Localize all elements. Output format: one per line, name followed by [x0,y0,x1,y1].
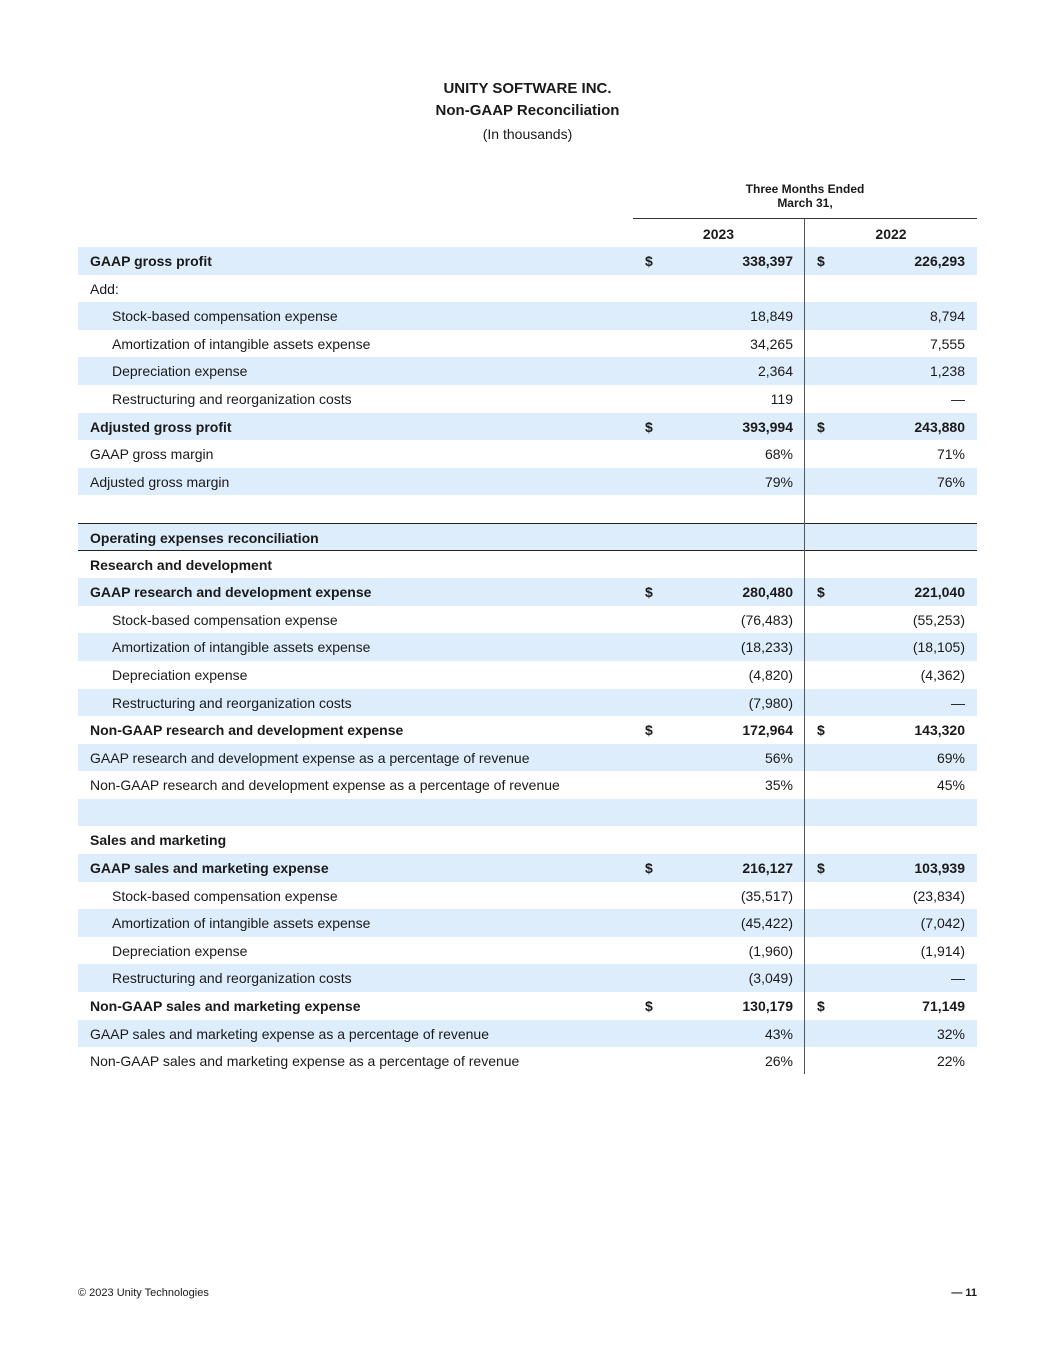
row-label: Adjusted gross profit [90,418,232,435]
table-row [78,385,977,413]
value-2022: — [951,390,965,407]
reconciliation-table [78,247,977,1075]
row-label: Restructuring and reorganization costs [112,694,352,711]
header-rule [633,218,977,219]
value-2023: 79% [764,473,793,490]
table-row [78,357,977,385]
table-row [78,330,977,358]
value-2022: 226,293 [914,253,965,269]
value-2022: (55,253) [912,611,965,628]
value-2023: (35,517) [740,887,793,904]
row-label: Restructuring and reorganization costs [112,970,352,987]
value-2022: 103,939 [914,860,965,877]
value-2023: 56% [764,749,793,766]
table-row [78,578,977,606]
value-2023: 172,964 [742,722,793,739]
value-2023: 393,994 [742,418,793,435]
table-row [78,551,977,579]
table-row [78,468,977,496]
table-row [78,1047,977,1075]
value-2022: — [951,970,965,987]
currency-2022: $ [817,860,825,877]
table-row [78,909,977,937]
currency-2022: $ [817,584,825,601]
currency-2023: $ [645,584,653,601]
row-label: Depreciation expense [112,363,248,380]
year-header-row [633,220,977,246]
value-2023: 2,364 [757,363,793,380]
currency-2023: $ [645,860,653,877]
row-label: Non-GAAP research and development expense as a percentage of revenue [90,777,560,794]
value-2022: 69% [936,749,965,766]
value-2022: (18,105) [912,639,965,656]
currency-2023: $ [645,722,653,739]
row-label: Non-GAAP sales and marketing expense [90,998,361,1015]
value-2023: 130,179 [742,998,793,1015]
row-label: Sales and marketing [90,832,227,849]
value-2022: 76% [936,473,965,490]
value-2023: 338,397 [742,253,793,269]
value-2022: (23,834) [912,887,965,904]
row-label: Restructuring and reorganization costs [112,390,352,407]
currency-2023: $ [645,418,653,435]
table-row [78,302,977,330]
row-label: Stock-based compensation expense [112,611,338,628]
currency-2022: $ [817,418,825,435]
year-2023-header: 2023 [702,226,735,242]
currency-2022: $ [817,722,825,739]
value-2023: 34,265 [750,335,793,352]
value-2022: 45% [936,777,965,794]
row-label: Research and development [90,556,273,573]
units-note: (In thousands) [482,126,573,142]
value-2023: (1,960) [748,942,793,959]
table-row [78,937,977,965]
value-2023: 119 [770,390,793,407]
table-row [78,854,977,882]
footer-page-number: — 11 [951,1287,977,1299]
value-2022: 22% [936,1053,965,1070]
row-label: Operating expenses reconciliation [90,529,319,546]
row-label: Non-GAAP sales and marketing expense as a percentage of revenue [90,1053,520,1070]
table-row [78,992,977,1020]
value-2022: 32% [936,1025,965,1042]
table-row [78,1020,977,1048]
column-divider [804,219,805,1074]
row-label: GAAP sales and marketing expense [90,860,329,877]
value-2022: — [951,694,965,711]
period-line-2: March 31, [777,196,833,210]
table-row [78,523,977,551]
currency-2022: $ [817,253,825,269]
row-label: Stock-based compensation expense [112,308,338,325]
value-2023: (3,049) [748,970,793,987]
row-label: Amortization of intangible assets expense [112,335,371,352]
table-row [78,689,977,717]
row-label: GAAP research and development expense as a percentage of revenue [90,749,530,766]
table-row [78,440,977,468]
value-2023: 18,849 [750,308,793,325]
value-2022: 143,320 [914,722,965,739]
value-2023: 26% [764,1053,793,1070]
value-2023: (76,483) [740,611,793,628]
value-2023: 280,480 [742,584,793,601]
period-header [633,182,977,210]
value-2023: 68% [764,446,793,463]
row-label: Non-GAAP research and development expense [90,722,404,739]
table-row [78,826,977,854]
row-label: Stock-based compensation expense [112,887,338,904]
currency-2023: $ [645,998,653,1015]
row-label: GAAP sales and marketing expense as a percentage of revenue [90,1025,489,1042]
table-row [78,771,977,799]
row-label: Amortization of intangible assets expense [112,915,371,932]
row-label: GAAP research and development expense [90,584,372,601]
row-label: Adjusted gross margin [90,473,230,490]
value-2022: 8,794 [929,308,965,325]
value-2022: 1,238 [929,363,965,380]
footer-copyright: © 2023 Unity Technologies [78,1287,209,1299]
value-2023: (4,820) [748,666,793,683]
table-row [78,495,977,523]
row-label: Depreciation expense [112,666,248,683]
table-row [78,799,977,827]
row-label: GAAP gross margin [90,446,214,463]
report-title: Non-GAAP Reconciliation [435,102,620,119]
table-row [78,882,977,910]
table-row [78,633,977,661]
currency-2022: $ [817,998,825,1015]
table-row [78,275,977,303]
value-2022: (7,042) [920,915,965,932]
value-2023: (18,233) [740,639,793,656]
value-2023: (45,422) [740,915,793,932]
row-label: Add: [90,280,119,297]
value-2022: (4,362) [920,666,965,683]
value-2023: (7,980) [748,694,793,711]
currency-2023: $ [645,253,653,269]
value-2023: 35% [764,777,793,794]
value-2022: 71,149 [922,998,965,1015]
table-row [78,247,977,275]
document-header [0,78,1055,146]
value-2022: 71% [936,446,965,463]
row-label: Depreciation expense [112,942,248,959]
table-row [78,661,977,689]
company-name: UNITY SOFTWARE INC. [443,80,612,97]
value-2023: 216,127 [742,860,793,877]
table-row [78,964,977,992]
value-2022: (1,914) [920,942,965,959]
value-2022: 221,040 [914,584,965,601]
value-2022: 243,880 [914,418,965,435]
value-2022: 7,555 [929,335,965,352]
period-line-1: Three Months Ended [745,182,865,196]
value-2023: 43% [764,1025,793,1042]
table-row [78,716,977,744]
year-2022-header: 2022 [875,226,907,242]
row-label: GAAP gross profit [90,253,212,269]
table-row [78,413,977,441]
row-label: Amortization of intangible assets expense [112,639,371,656]
table-row [78,606,977,634]
table-row [78,744,977,772]
